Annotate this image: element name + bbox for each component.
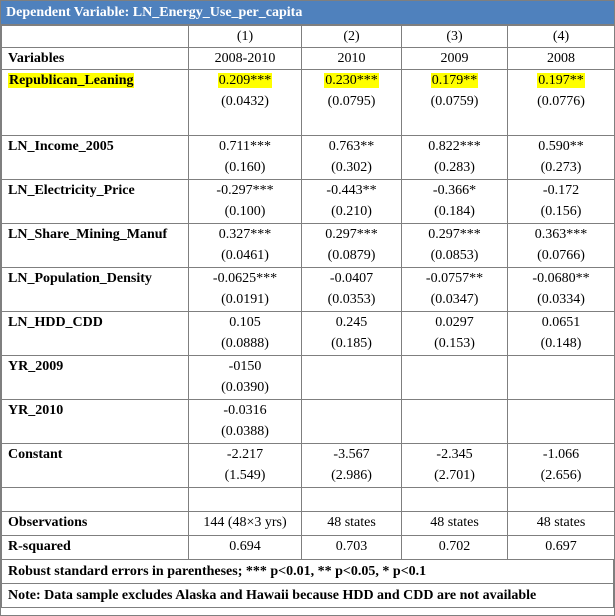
variable-name	[2, 136, 189, 180]
variable-name	[2, 444, 189, 488]
variable-row	[2, 268, 615, 312]
column-number: (2)	[302, 26, 402, 48]
variable-label: LN_Electricity_Price	[8, 183, 135, 198]
estimate-cell	[508, 70, 615, 136]
coefficient: -0.0407	[329, 271, 374, 286]
coefficient: -2.345	[436, 447, 473, 462]
coefficient: -0.443**	[326, 183, 377, 198]
variable-row	[2, 180, 615, 224]
standard-error: (0.0390)	[221, 380, 269, 395]
variable-name	[2, 356, 189, 400]
estimate-cell	[402, 400, 508, 444]
estimate-cell	[508, 180, 615, 224]
coefficient: -0150	[228, 359, 262, 374]
standard-error: (2.701)	[434, 468, 475, 483]
estimate-cell	[302, 312, 402, 356]
standard-error: (0.0776)	[537, 94, 585, 109]
empty-cell	[2, 488, 189, 512]
variable-label: LN_Share_Mining_Manuf	[8, 227, 168, 242]
variable-name	[2, 224, 189, 268]
standard-error: (0.100)	[224, 204, 266, 219]
estimate-cell	[402, 356, 508, 400]
standard-error: (0.148)	[540, 336, 582, 351]
coefficient: 0.327***	[218, 227, 272, 242]
standard-error: (0.0888)	[221, 336, 269, 351]
estimate-cell	[302, 444, 402, 488]
standard-error: (0.0879)	[327, 248, 376, 263]
coefficient: 0.763**	[328, 139, 375, 154]
estimate-cell	[508, 268, 615, 312]
estimate-cell	[189, 356, 302, 400]
variable-row	[2, 356, 615, 400]
coefficient: 0.0651	[541, 315, 581, 330]
coefficient: 0.245	[335, 315, 368, 330]
estimate-cell	[402, 180, 508, 224]
variable-label: Constant	[8, 447, 63, 462]
estimate-cell	[402, 268, 508, 312]
variables-header-row	[2, 48, 615, 70]
standard-error: (2.656)	[540, 468, 582, 483]
standard-error: (0.0853)	[430, 248, 479, 263]
estimate-cell	[302, 268, 402, 312]
variable-label: LN_Income_2005	[8, 139, 114, 154]
coefficient: -2.217	[226, 447, 264, 462]
standard-error: (2.986)	[331, 468, 372, 483]
period-label: 2010	[302, 48, 402, 70]
coefficient: -0.297***	[216, 183, 274, 198]
variable-name	[2, 180, 189, 224]
estimate-cell	[302, 136, 402, 180]
period-label: 2008-2010	[189, 48, 302, 70]
variable-row	[2, 136, 615, 180]
estimate-cell	[302, 70, 402, 136]
coefficient: 0.230***	[325, 73, 378, 88]
period-label: 2008	[508, 48, 615, 70]
statistic-value: 0.703	[302, 536, 402, 560]
coefficient: 0.105	[229, 315, 261, 330]
standard-error: (0.185)	[331, 336, 372, 351]
period-label: 2009	[402, 48, 508, 70]
coefficient: 0.197**	[538, 73, 584, 88]
standard-error: (0.0759)	[430, 94, 479, 109]
empty-cell	[508, 488, 615, 512]
estimate-cell	[508, 312, 615, 356]
variable-label: YR_2010	[8, 403, 64, 418]
variable-name	[2, 268, 189, 312]
variable-row	[2, 70, 615, 136]
estimate-cell	[189, 224, 302, 268]
standard-error: (0.0388)	[221, 424, 269, 439]
column-number-row	[2, 26, 615, 48]
standard-error: (0.160)	[224, 160, 266, 175]
estimate-cell	[189, 136, 302, 180]
statistic-value: 144 (48×3 yrs)	[189, 512, 302, 536]
estimate-cell	[189, 180, 302, 224]
variable-label: LN_HDD_CDD	[8, 315, 103, 330]
variable-name	[2, 312, 189, 356]
estimate-cell	[402, 312, 508, 356]
variable-label: Republican_Leaning	[9, 73, 134, 88]
estimate-cell	[302, 180, 402, 224]
empty-cell	[302, 488, 402, 512]
coefficient: -0.0316	[223, 403, 267, 418]
corner-cell	[2, 26, 189, 48]
standard-error: (0.184)	[434, 204, 475, 219]
estimate-cell	[189, 444, 302, 488]
coefficient: -0.0625***	[212, 271, 278, 286]
estimate-cell	[508, 400, 615, 444]
standard-error	[512, 377, 610, 398]
standard-error: (0.0461)	[221, 248, 269, 263]
coefficient: 0.179**	[431, 73, 478, 88]
regression-table	[1, 25, 615, 560]
standard-error: (0.210)	[331, 204, 372, 219]
standard-error: (1.549)	[224, 468, 266, 483]
standard-error: (0.302)	[331, 160, 372, 175]
standard-error: (0.0191)	[221, 292, 269, 307]
coefficient: 0.297***	[428, 227, 481, 242]
estimate-cell	[189, 70, 302, 136]
coefficient: -0.0757**	[425, 271, 484, 286]
statistic-value: 48 states	[302, 512, 402, 536]
variable-row	[2, 312, 615, 356]
estimate-cell	[189, 400, 302, 444]
standard-error	[512, 421, 610, 442]
standard-error: (0.153)	[434, 336, 475, 351]
variable-label: YR_2009	[8, 359, 64, 374]
statistic-value: 0.702	[402, 536, 508, 560]
data-sample-note: Note: Data sample excludes Alaska and Hawaii because HDD and CDD are not available	[1, 584, 614, 608]
standard-error: (0.0795)	[327, 94, 376, 109]
estimate-cell	[402, 70, 508, 136]
column-number: (1)	[189, 26, 302, 48]
statistic-value: 0.694	[189, 536, 302, 560]
estimate-cell	[402, 444, 508, 488]
spacer-row	[2, 488, 615, 512]
standard-error	[306, 421, 397, 442]
estimate-cell	[302, 356, 402, 400]
statistic-value: 48 states	[402, 512, 508, 536]
r-squared-row	[2, 536, 615, 560]
estimate-cell	[402, 224, 508, 268]
statistic-value: 0.697	[508, 536, 615, 560]
standard-error: (0.0353)	[327, 292, 376, 307]
observations-row	[2, 512, 615, 536]
coefficient: -0.366*	[432, 183, 477, 198]
coefficient: -3.567	[333, 447, 370, 462]
standard-error: (0.156)	[540, 204, 582, 219]
estimate-cell	[189, 268, 302, 312]
coefficient: 0.822***	[428, 139, 481, 154]
statistic-label: Observations	[2, 512, 189, 536]
coefficient: -1.066	[542, 447, 580, 462]
coefficient: 0.0297	[435, 315, 474, 330]
column-number: (4)	[508, 26, 615, 48]
coefficient: 0.297***	[325, 227, 378, 242]
variables-label: Variables	[2, 48, 189, 70]
table-title: Dependent Variable: LN_Energy_Use_per_capita	[1, 1, 614, 25]
empty-cell	[402, 488, 508, 512]
standard-error: (0.0432)	[221, 94, 269, 109]
variable-row	[2, 224, 615, 268]
coefficient: 0.363***	[534, 227, 588, 242]
variable-label: LN_Population_Density	[8, 271, 152, 286]
variable-name	[2, 400, 189, 444]
estimate-cell	[189, 312, 302, 356]
coefficient: 0.590**	[538, 139, 584, 154]
standard-error: (0.0766)	[537, 248, 585, 263]
estimate-cell	[508, 444, 615, 488]
variable-row	[2, 444, 615, 488]
standard-error	[406, 421, 503, 442]
standard-error: (0.273)	[540, 160, 582, 175]
standard-error	[306, 377, 397, 398]
column-number: (3)	[402, 26, 508, 48]
variable-name	[2, 70, 189, 136]
statistic-value: 48 states	[508, 512, 615, 536]
variable-row	[2, 400, 615, 444]
estimate-cell	[302, 400, 402, 444]
standard-error: (0.283)	[434, 160, 475, 175]
standard-error: (0.0334)	[537, 292, 585, 307]
estimate-cell	[508, 356, 615, 400]
standard-error	[406, 377, 503, 398]
robust-se-note: Robust standard errors in parentheses; *** p<0.01, ** p<0.05, * p<0.1	[1, 560, 614, 584]
coefficient: 0.711***	[219, 139, 271, 154]
estimate-cell	[508, 224, 615, 268]
coefficient: -0.0680**	[532, 271, 590, 286]
standard-error: (0.0347)	[430, 292, 479, 307]
coefficient: -0.172	[542, 183, 580, 198]
statistic-label: R-squared	[2, 536, 189, 560]
coefficient: 0.209***	[218, 73, 272, 88]
estimate-cell	[402, 136, 508, 180]
estimate-cell	[302, 224, 402, 268]
estimate-cell	[508, 136, 615, 180]
empty-cell	[189, 488, 302, 512]
